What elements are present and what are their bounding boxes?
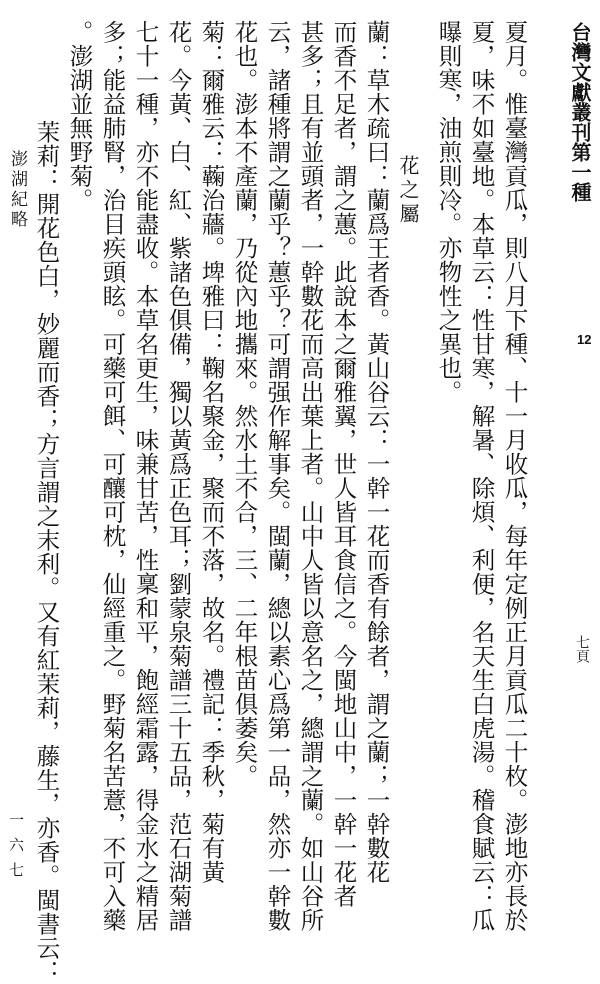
- running-header-series-title: 台灣文獻叢刊第一種: [568, 22, 592, 202]
- text-column-14: 。澎湖並無野菊。: [65, 20, 94, 212]
- page-number: 一六七: [7, 812, 25, 887]
- text-column-15: 茉莉：開花色白，妙麗而香；方言謂之末利。又有紅茉莉，藤生，亦香。閩書云：: [32, 120, 61, 984]
- text-column-13: 多；能益肺腎，治目疾頭眩。可藥可餌、可釀可枕，仙經重之。野菊名苦薏，不可入藥: [98, 20, 127, 932]
- text-column-3: 曝則寒，油煎則冷。亦物性之異也。: [434, 20, 463, 404]
- text-column-9: 花也。澎本不產蘭，乃從內地攜來。然水土不合，三、二年根苗俱萎矣。: [230, 20, 259, 788]
- margin-page-number: 12: [577, 332, 592, 347]
- text-column-11: 花。今黃、白、紅、紫諸色俱備，獨以黃爲正色耳；劉蒙泉菊譜三十五品，范石湖菊譜: [164, 20, 193, 932]
- running-header-book-title: 澎湖紀略: [7, 150, 27, 230]
- text-column-1: 夏月。惟臺灣貢瓜，則八月下種、十一月收瓜，每年定例正月貢瓜二十枚。澎地亦長於: [500, 20, 529, 932]
- margin-handwritten-mark: 七頁: [574, 635, 590, 663]
- text-column-5: 蘭：草木疏曰：蘭爲王者香。黃山谷云：一幹一花而香有餘者，謂之蘭；一幹數花: [362, 20, 391, 884]
- text-column-6: 而香不足者，謂之蕙。此說本之爾雅翼，世人皆耳食信之。今閩地山中，一幹一花者: [329, 20, 358, 908]
- text-column-12: 七十一種，亦不能盡收。本草名更生，味兼甘苦，性稟和平，飽經霜露，得金水之精居: [131, 20, 160, 932]
- text-column-10: 菊：爾雅云：蘜治蘠。埤雅曰：鞠名聚金，聚而不落，故名。禮記：季秋，菊有黃: [197, 20, 226, 884]
- section-heading-flowers: 花之屬: [396, 155, 420, 227]
- text-column-7: 甚多；且有並頭者，一幹數花而高出葉上者。山中人皆以意名之，總謂之蘭。如山谷所: [296, 20, 325, 932]
- text-column-8: 云，諸種將謂之蘭乎？蕙乎？可謂强作解事矣。閩蘭，總以素心爲第一品，然亦一幹數: [263, 20, 292, 932]
- text-column-2: 夏，味不如臺地。本草云：性甘寒，解暑、除煩、利便，名天生白虎湯。稽食賦云：瓜: [467, 20, 496, 932]
